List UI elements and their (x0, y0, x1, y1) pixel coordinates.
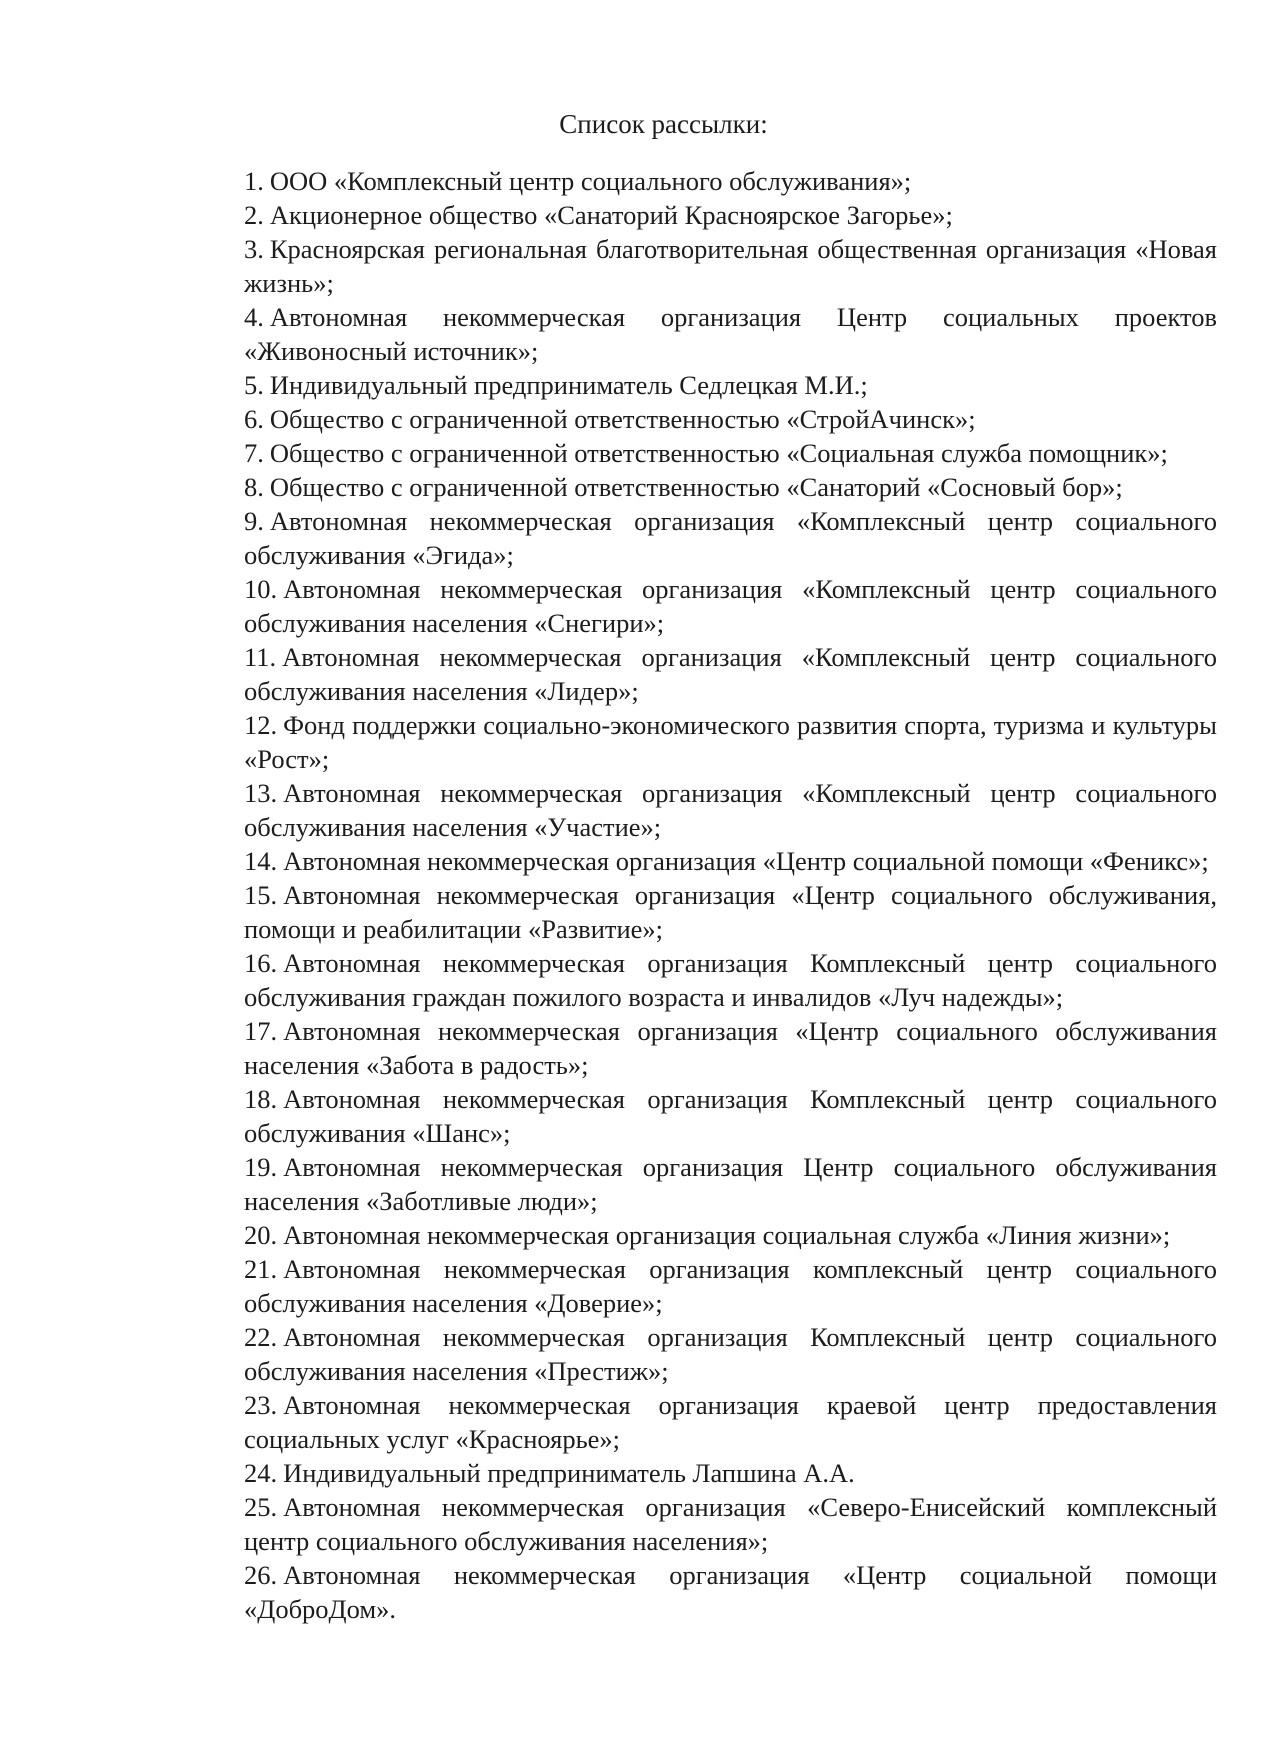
item-number: 16. (244, 948, 278, 978)
item-number: 23. (244, 1390, 278, 1420)
list-item (244, 436, 1217, 470)
item-text: Общество с ограниченной ответственностью «Санаторий «Сосновый бор»; (269, 472, 1123, 502)
item-text: Автономная некоммерческая организация «Комплексный центр социального обслуживания населения «Участие»; (244, 778, 1217, 842)
item-text: Общество с ограниченной ответственностью «Социальная служба помощник»; (269, 438, 1168, 468)
list-item (244, 878, 1217, 946)
list-item (244, 300, 1217, 368)
item-number: 4. (244, 302, 264, 332)
item-number: 9. (244, 506, 264, 536)
item-number: 3. (244, 234, 264, 264)
list-item (244, 640, 1217, 708)
list-item (244, 1456, 1217, 1490)
item-number: 17. (244, 1016, 278, 1046)
item-text: Автономная некоммерческая организация «Северо-Енисейский комплексный центр социального обслуживания населения»; (244, 1492, 1217, 1556)
item-text: Автономная некоммерческая организация «Центр социального обслуживания, помощи и реабилитации «Развитие»; (244, 880, 1217, 944)
list-item (244, 402, 1217, 436)
item-text: Фонд поддержки социально-экономического развития спорта, туризма и культуры «Рост»; (244, 710, 1217, 774)
list-item (244, 1252, 1217, 1320)
item-number: 24. (244, 1458, 278, 1488)
item-number: 1. (244, 166, 264, 196)
list-item (244, 844, 1217, 878)
item-number: 2. (244, 200, 264, 230)
item-number: 21. (244, 1254, 278, 1284)
list-item (244, 1082, 1217, 1150)
item-text: Автономная некоммерческая организация Комплексный центр социального обслуживания граждан пожилого возраста и инвалидов «Луч надежды»; (244, 948, 1217, 1012)
list-item (244, 572, 1217, 640)
item-text: Автономная некоммерческая организация «Комплексный центр социального обслуживания «Эгида»; (244, 506, 1217, 570)
item-number: 10. (244, 574, 278, 604)
list-item (244, 946, 1217, 1014)
item-text: Автономная некоммерческая организация «Комплексный центр социального обслуживания населения «Лидер»; (244, 642, 1217, 706)
list-item (244, 1150, 1217, 1218)
item-text: Автономная некоммерческая организация «Центр социального обслуживания населения «Забота в радость»; (244, 1016, 1217, 1080)
item-number: 5. (244, 370, 264, 400)
list-item (244, 1320, 1217, 1388)
item-number: 14. (244, 846, 278, 876)
list-item (244, 1388, 1217, 1456)
item-number: 13. (244, 778, 278, 808)
item-number: 20. (244, 1220, 278, 1250)
list-item (244, 232, 1217, 300)
page-title: Список рассылки: (559, 109, 768, 139)
item-text: Акционерное общество «Санаторий Красноярское Загорье»; (269, 200, 953, 230)
item-text: Индивидуальный предприниматель Лапшина А.А. (283, 1458, 855, 1488)
mailing-list (244, 164, 1217, 1626)
item-number: 6. (244, 404, 264, 434)
item-number: 11. (244, 642, 277, 672)
list-item (244, 1558, 1217, 1626)
item-text: Автономная некоммерческая организация Центр социальных проектов «Живоносный источник»; (244, 302, 1217, 366)
item-number: 7. (244, 438, 264, 468)
item-number: 12. (244, 710, 278, 740)
item-number: 25. (244, 1492, 278, 1522)
item-number: 15. (244, 880, 278, 910)
list-item (244, 164, 1217, 198)
item-text: Автономная некоммерческая организация Комплексный центр социального обслуживания «Шанс»; (244, 1084, 1217, 1148)
item-text: Автономная некоммерческая организация Комплексный центр социального обслуживания населения «Престиж»; (244, 1322, 1217, 1386)
list-item (244, 504, 1217, 572)
list-item (244, 708, 1217, 776)
item-text: ООО «Комплексный центр социального обслуживания»; (269, 166, 912, 196)
list-item (244, 776, 1217, 844)
item-number: 8. (244, 472, 264, 502)
list-item (244, 1490, 1217, 1558)
item-text: Общество с ограниченной ответственностью «СтройАчинск»; (269, 404, 976, 434)
item-text: Автономная некоммерческая организация Центр социального обслуживания населения «Заботливые люди»; (244, 1152, 1217, 1216)
item-number: 19. (244, 1152, 278, 1182)
list-item (244, 1218, 1217, 1252)
item-text: Индивидуальный предприниматель Седлецкая М.И.; (269, 370, 868, 400)
list-item (244, 368, 1217, 402)
item-text: Автономная некоммерческая организация «Комплексный центр социального обслуживания населения «Снегири»; (244, 574, 1217, 638)
item-text: Красноярская региональная благотворительная общественная организация «Новая жизнь»; (244, 234, 1217, 298)
item-text: Автономная некоммерческая организация социальная служба «Линия жизни»; (283, 1220, 1171, 1250)
list-item (244, 470, 1217, 504)
list-item (244, 198, 1217, 232)
item-number: 26. (244, 1560, 278, 1590)
item-text: Автономная некоммерческая организация краевой центр предоставления социальных услуг «Красноярье»; (244, 1390, 1217, 1454)
item-text: Автономная некоммерческая организация комплексный центр социального обслуживания населения «Доверие»; (244, 1254, 1217, 1318)
item-number: 18. (244, 1084, 278, 1114)
item-text: Автономная некоммерческая организация «Центр социальной помощи «ДоброДом». (244, 1560, 1217, 1624)
item-number: 22. (244, 1322, 278, 1352)
item-text: Автономная некоммерческая организация «Центр социальной помощи «Феникс»; (283, 846, 1209, 876)
list-item (244, 1014, 1217, 1082)
